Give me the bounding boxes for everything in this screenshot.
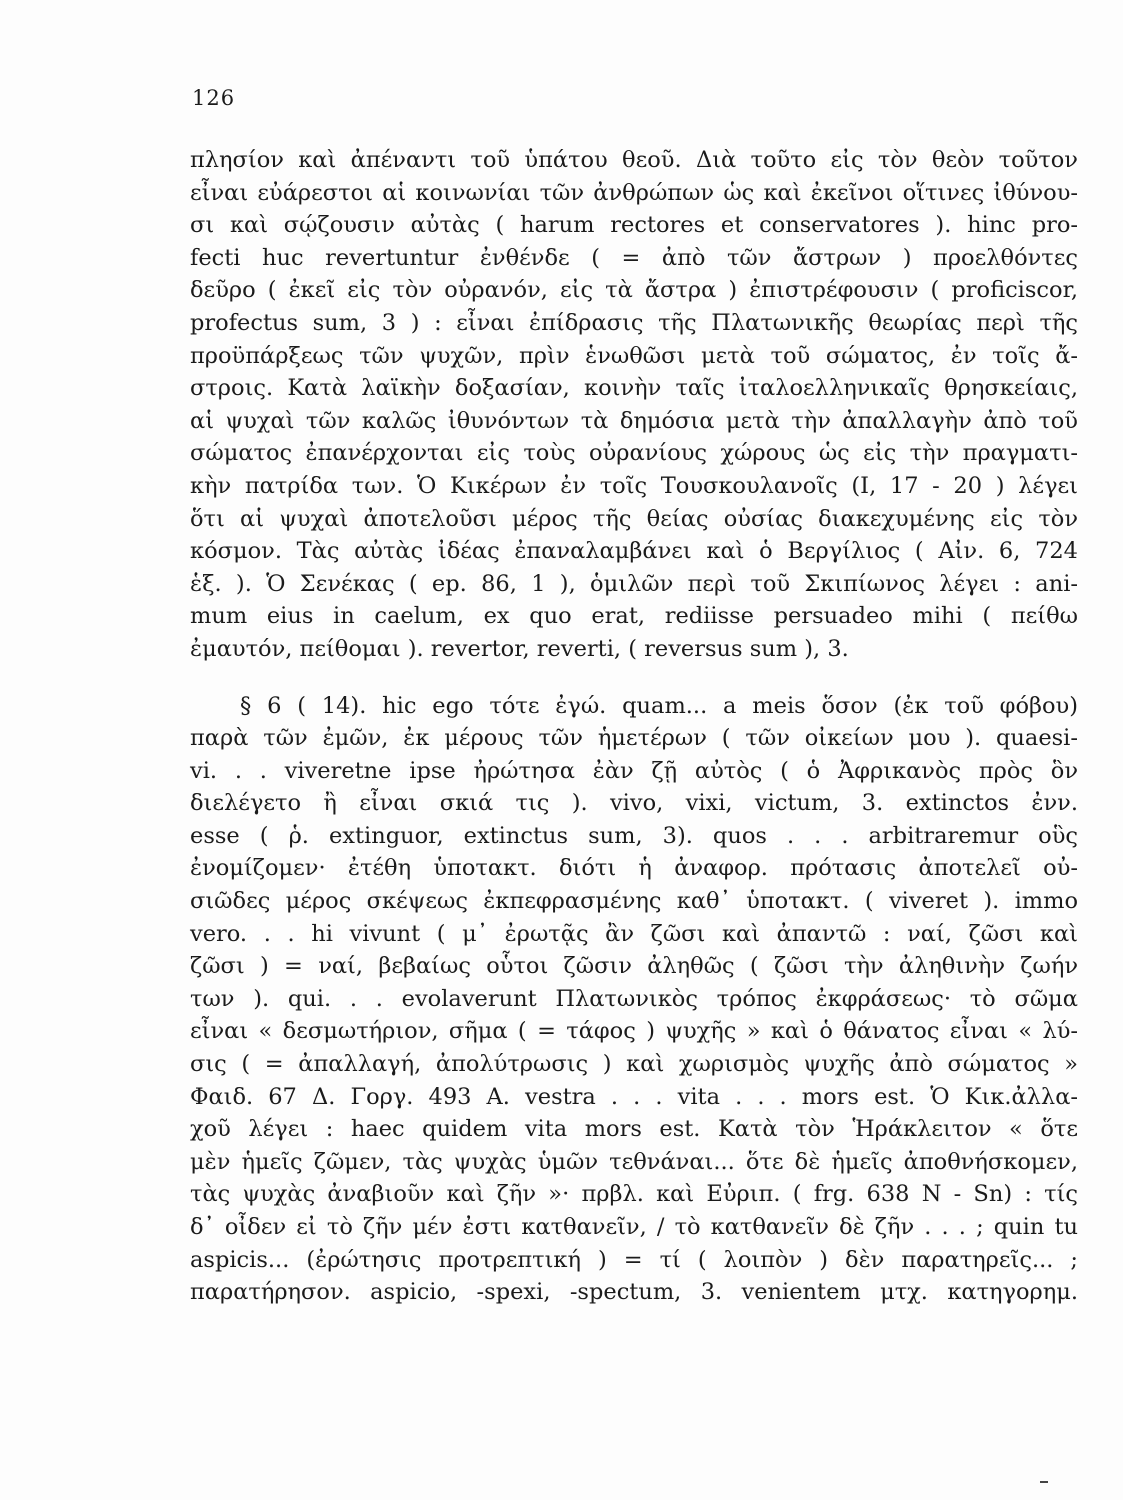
text-line: εἶναι εὐάρεστοι αἱ κοινωνίαι τῶν ἀνθρώπων ὡς καὶ ἐκεῖνοι οἵτινες ἰθύνου-: [190, 179, 1078, 206]
text-line: σις ( = ἀπαλλαγή, ἀπολύτρωσις ) καὶ χωρισμὸς ψυχῆς ἀπὸ σώματος »: [190, 1051, 1078, 1078]
text-line: προϋπάρξεως τῶν ψυχῶν, πρὶν ἑνωθῶσι μετὰ τοῦ σώματος, ἐν τοῖς ἄ-: [190, 342, 1078, 369]
text-line: vi. . . viveretne ipse ἠρώτησα ἐὰν ζῇ αὐτὸς ( ὁ Ἀφρικανὸς πρὸς ὃν: [190, 757, 1078, 784]
text-line: ἑξ. ). Ὁ Σενέκας ( ep. 86, 1 ), ὁμιλῶν περὶ τοῦ Σκιπίωνος λέγει : ani-: [190, 570, 1078, 597]
text-line: τὰς ψυχὰς ἀναβιοῦν καὶ ζῆν »· πρβλ. καὶ Εὐριπ. ( frg. 638 N - Sn) : τίς: [190, 1181, 1078, 1208]
text-line: διελέγετο ἢ εἶναι σκιά τις ). vivo, vixi, victum, 3. extinctos ἐνν.: [190, 790, 1078, 817]
text-line: κὴν πατρίδα των. Ὁ Κικέρων ἐν τοῖς Τουσκουλανοῖς (I, 17 - 20 ) λέγει: [190, 472, 1078, 499]
text-line: mum eius in caelum, ex quo erat, rediisse persuadeo mihi ( πείθω: [190, 603, 1078, 630]
paragraph-start-line: § 6 ( 14). hic ego τότε ἐγώ. quam... a meis ὅσον (ἐκ τοῦ φόβου): [240, 692, 1078, 719]
text-line: ἐμαυτόν, πείθομαι ). revertor, reverti, ( reversus sum ), 3.: [190, 635, 849, 662]
page-number: 126: [192, 86, 236, 110]
scan-mark: [1040, 1481, 1048, 1483]
text-line: χοῦ λέγει : haec quidem vita mors est. Κατὰ τὸν Ἡράκλειτον « ὅτε: [190, 1116, 1078, 1143]
text-line: πλησίον καὶ ἀπέναντι τοῦ ὑπάτου θεοῦ. Διὰ τοῦτο εἰς τὸν θεὸν τοῦτον: [190, 147, 1078, 173]
text-line: δεῦρο ( ἐκεῖ εἰς τὸν οὐρανόν, εἰς τὰ ἄστρα ) ἐπιστρέφουσιν ( proficiscor,: [190, 277, 1078, 304]
text-line: Φαιδ. 67 Δ. Γοργ. 493 Α. vestra . . . vita . . . mors est. Ὁ Κικ.ἀλλα-: [190, 1083, 1078, 1110]
text-line: ζῶσι ) = ναί, βεβαίως οὗτοι ζῶσιν ἀληθῶς ( ζῶσι τὴν ἀληθινὴν ζωήν: [190, 953, 1078, 980]
text-line: vero. . . hi vivunt ( μ᾽ ἐρωτᾷς ἂν ζῶσι καὶ ἀπαντῶ : ναί, ζῶσι καὶ: [190, 920, 1078, 947]
text-line: μὲν ἡμεῖς ζῶμεν, τὰς ψυχὰς ὑμῶν τεθνάναι... ὅτε δὲ ἡμεῖς ἀποθνήσκομεν,: [190, 1148, 1078, 1175]
commentary-text: [190, 144, 1078, 1309]
text-line: aspicis... (ἐρώτησις προτρεπτική ) = τί ( λοιπὸν ) δὲν παρατηρεῖς... ;: [190, 1246, 1078, 1273]
text-line: σιῶδες μέρος σκέψεως ἐκπεφρασμένης καθ᾽ ὑποτακτ. ( viveret ). immo: [190, 888, 1078, 915]
text-line: αἱ ψυχαὶ τῶν καλῶς ἰθυνόντων τὰ δημόσια μετὰ τὴν ἀπαλλαγὴν ἀπὸ τοῦ: [190, 407, 1078, 434]
text-line: κόσμον. Τὰς αὐτὰς ἰδέας ἐπαναλαμβάνει καὶ ὁ Βεργίλιος ( Αἰν. 6, 724: [190, 538, 1078, 565]
text-line: παρατήρησον. aspicio, -spexi, -spectum, 3. venientem μτχ. κατηγορημ.: [190, 1279, 1078, 1306]
text-line: profectus sum, 3 ) : εἶναι ἐπίδρασις τῆς Πλατωνικῆς θεωρίας περὶ τῆς: [190, 309, 1078, 336]
text-line: των ). qui. . . evolaverunt Πλατωνικὸς τρόπος ἐκφράσεως· τὸ σῶμα: [190, 985, 1078, 1012]
text-line: ὅτι αἱ ψυχαὶ ἀποτελοῦσι μέρος τῆς θείας οὐσίας διακεχυμένης εἰς τὸν: [190, 505, 1078, 532]
text-line: fecti huc revertuntur ἐνθένδε ( = ἀπὸ τῶν ἄστρων ) προελθόντες: [190, 244, 1078, 271]
text-line: στροις. Κατὰ λαϊκὴν δοξασίαν, κοινὴν ταῖς ἰταλοελληνικαῖς θρησκείαις,: [190, 375, 1078, 402]
text-line: σώματος ἐπανέρχονται εἰς τοὺς οὐρανίους χώρους ὡς εἰς τὴν πραγματι-: [190, 440, 1078, 467]
text-line: ἐνομίζομεν· ἐτέθη ὑποτακτ. διότι ἡ ἀναφορ. πρότασις ἀποτελεῖ οὐ-: [190, 855, 1078, 882]
text-line: δ᾽ οἶδεν εἰ τὸ ζῆν μέν ἐστι κατθανεῖν, / τὸ κατθανεῖν δὲ ζῆν . . . ; quin tu: [190, 1214, 1078, 1240]
text-line: εἶναι « δεσμωτήριον, σῆμα ( = τάφος ) ψυχῆς » καὶ ὁ θάνατος εἶναι « λύ-: [190, 1018, 1078, 1045]
text-line: παρὰ τῶν ἐμῶν, ἐκ μέρους τῶν ἡμετέρων ( τῶν οἰκείων μου ). quaesi-: [190, 725, 1078, 752]
text-line: σι καὶ σῴζουσιν αὐτὰς ( harum rectores et conservatores ). hinc pro-: [190, 212, 1078, 239]
text-line: esse ( ῥ. extinguor, extinctus sum, 3). quos . . . arbitraremur οὓς: [190, 822, 1078, 849]
